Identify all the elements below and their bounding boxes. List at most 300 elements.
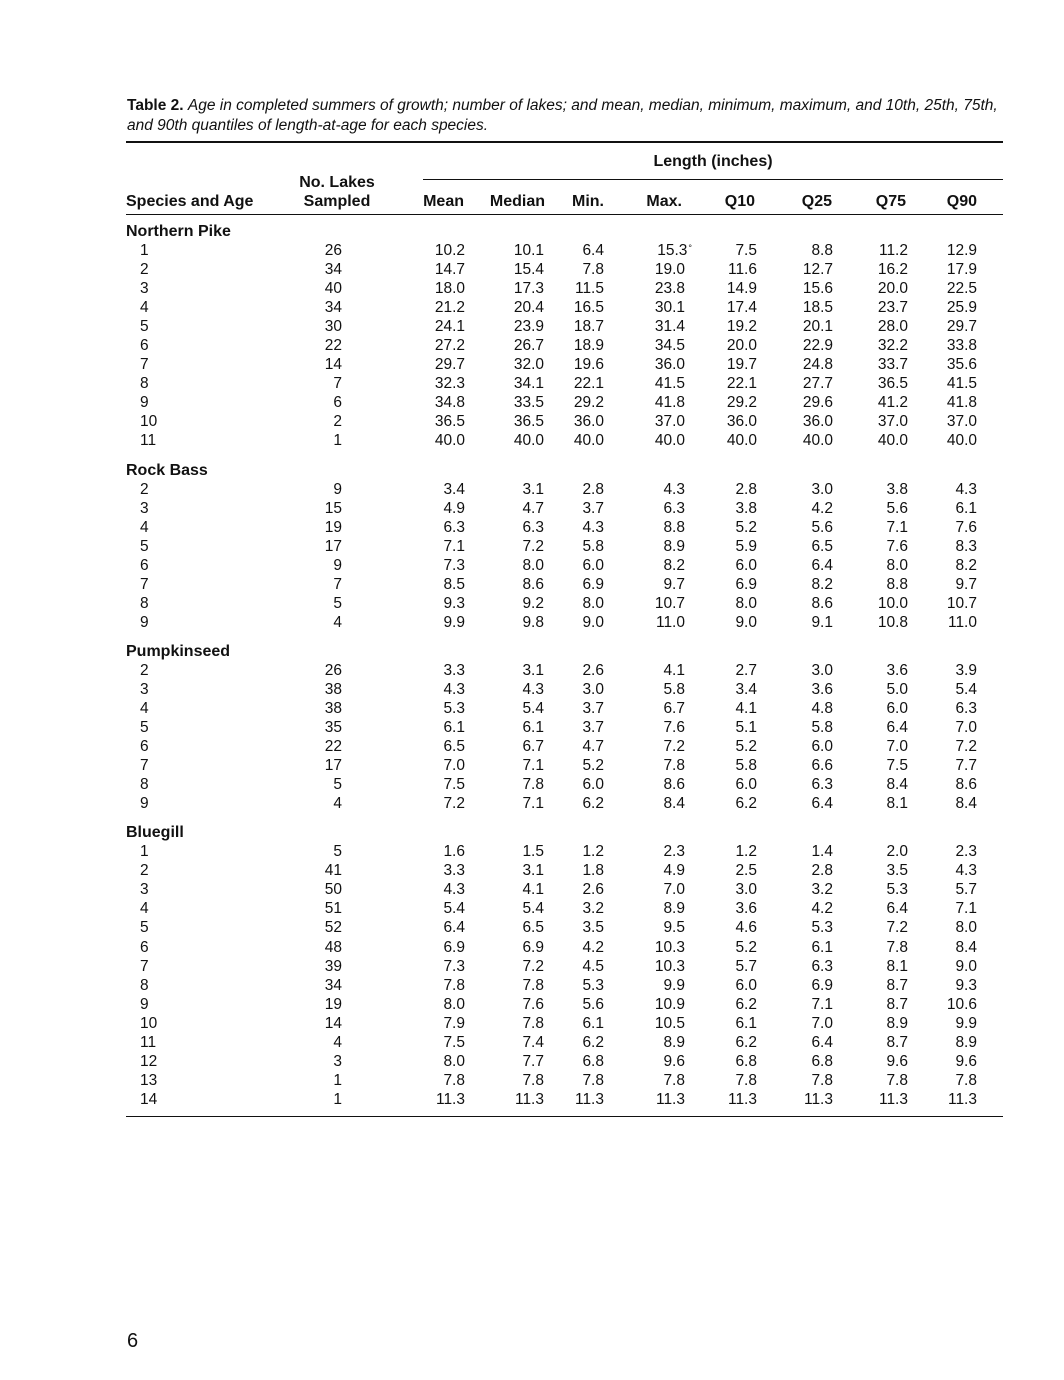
cell-mean bbox=[443, 1014, 465, 1033]
cell-value: 17.4 bbox=[726, 299, 757, 317]
cell-q25 bbox=[811, 1033, 833, 1052]
cell-value: 30.1 bbox=[654, 299, 685, 317]
table-row bbox=[126, 336, 1003, 355]
cell-value: 17.3 bbox=[513, 280, 544, 298]
cell-q75 bbox=[878, 260, 908, 279]
cell-value: 6.9 bbox=[735, 575, 757, 593]
cell-value: 31.4 bbox=[654, 318, 685, 336]
cell-q25 bbox=[811, 480, 833, 499]
cell-value: 18.0 bbox=[434, 280, 465, 298]
cell-q75 bbox=[886, 680, 908, 699]
cell-mean bbox=[443, 1071, 465, 1090]
cell-value: 14 bbox=[140, 1090, 158, 1108]
cell-value: 20.1 bbox=[802, 318, 833, 336]
cell-value: 6.0 bbox=[735, 556, 757, 574]
cell-min bbox=[582, 241, 604, 260]
cell-median bbox=[514, 355, 544, 374]
cell-value: 4.9 bbox=[443, 499, 465, 517]
cell-median bbox=[522, 995, 544, 1014]
cell-q10 bbox=[728, 260, 757, 279]
cell-value: 6.6 bbox=[811, 757, 833, 775]
cell-q75 bbox=[878, 412, 908, 431]
cell-q10 bbox=[735, 613, 757, 632]
cell-value: 8.0 bbox=[443, 1052, 465, 1070]
cell-value: 8.8 bbox=[886, 575, 908, 593]
cell-value: 25.9 bbox=[946, 299, 977, 317]
cell-mean bbox=[435, 241, 465, 260]
cell-value: 34.5 bbox=[654, 337, 685, 355]
cell-value: 5.8 bbox=[582, 537, 604, 555]
cell-value: 7.6 bbox=[663, 719, 685, 737]
cell-q75 bbox=[886, 575, 908, 594]
cell-value: 9.3 bbox=[443, 594, 465, 612]
cell-value: 5.6 bbox=[582, 995, 604, 1013]
cell-value: 2.3 bbox=[663, 843, 685, 861]
cell-value: 8.2 bbox=[955, 556, 977, 574]
cell-max bbox=[663, 880, 685, 899]
cell-mean bbox=[443, 995, 465, 1014]
cell-value: 4 bbox=[140, 299, 149, 317]
cell-mean bbox=[443, 518, 465, 537]
cell-value: 36.0 bbox=[573, 413, 604, 431]
cell-value: 4.3 bbox=[955, 480, 977, 498]
cell-value: 8.0 bbox=[582, 594, 604, 612]
cell-value: 6.8 bbox=[582, 1052, 604, 1070]
cell-value: 8.0 bbox=[955, 919, 977, 937]
cell-q25 bbox=[811, 613, 833, 632]
cell-median bbox=[522, 718, 544, 737]
cell-value: 40.0 bbox=[573, 432, 604, 450]
cell-value: 6.3 bbox=[663, 499, 685, 517]
cell-mean bbox=[443, 957, 465, 976]
cell-value: 36.5 bbox=[434, 413, 465, 431]
table-row bbox=[126, 680, 1003, 699]
cell-q25 bbox=[803, 279, 833, 298]
cell-mean bbox=[435, 336, 465, 355]
cell-mean bbox=[443, 613, 465, 632]
cell-q25 bbox=[811, 737, 833, 756]
cell-value: 6.4 bbox=[811, 556, 833, 574]
table-row bbox=[126, 575, 1003, 594]
cell-value: 1.2 bbox=[735, 843, 757, 861]
cell-lakes bbox=[333, 556, 342, 575]
cell-value: 21.2 bbox=[434, 299, 465, 317]
cell-value: 7.0 bbox=[811, 1014, 833, 1032]
cell-value: 4.9 bbox=[663, 862, 685, 880]
cell-value: 6.1 bbox=[811, 938, 833, 956]
cell-median bbox=[522, 699, 544, 718]
cell-q75 bbox=[878, 613, 908, 632]
cell-lakes bbox=[325, 699, 342, 718]
cell-min bbox=[582, 537, 604, 556]
cell-max bbox=[655, 995, 685, 1014]
cell-value: 9.0 bbox=[582, 613, 604, 631]
cell-value: 9.7 bbox=[955, 575, 977, 593]
species-heading: Rock Bass bbox=[126, 461, 208, 479]
cell-q75 bbox=[886, 899, 908, 918]
cell-value: 8.8 bbox=[811, 242, 833, 259]
cell-q25 bbox=[811, 575, 833, 594]
cell-value: 8.3 bbox=[955, 537, 977, 555]
cell-value: 11 bbox=[140, 432, 157, 450]
cell-lakes bbox=[325, 957, 342, 976]
cell-q10 bbox=[727, 431, 757, 450]
cell-q75 bbox=[886, 995, 908, 1014]
cell-value: 9.1 bbox=[811, 613, 833, 631]
cell-value: 34 bbox=[324, 261, 342, 279]
cell-value: 11.3 bbox=[435, 1090, 465, 1108]
cell-value: 41.5 bbox=[946, 375, 977, 393]
cell-lakes bbox=[325, 899, 342, 918]
cell-q75 bbox=[886, 1052, 908, 1071]
cell-value: 6.1 bbox=[735, 1014, 757, 1032]
cell-min bbox=[582, 880, 604, 899]
table-caption-text: Age in completed summers of growth; number of lakes; and mean, median, minimum, maximum, and 10th, 25th, 75th, and 90th quantiles of length-at-age for each species. bbox=[127, 97, 998, 134]
cell-value: 10.9 bbox=[654, 995, 685, 1013]
cell-value: 6.2 bbox=[582, 795, 604, 813]
cell-value: 5.3 bbox=[443, 699, 465, 717]
cell-value: 3.4 bbox=[735, 680, 757, 698]
cell-q25 bbox=[811, 938, 833, 957]
cell-value: 14 bbox=[324, 356, 342, 374]
table-row bbox=[126, 737, 1003, 756]
cell-value: 7.8 bbox=[582, 261, 604, 279]
cell-min bbox=[574, 393, 604, 412]
cell-mean bbox=[443, 899, 465, 918]
cell-value: 9.2 bbox=[522, 594, 544, 612]
cell-value: 6.3 bbox=[811, 957, 833, 975]
cell-min bbox=[582, 518, 604, 537]
cell-value: 5 bbox=[140, 537, 149, 555]
cell-value: 6.4 bbox=[582, 242, 604, 259]
cell-q10 bbox=[728, 1090, 757, 1109]
cell-value: 8.0 bbox=[735, 594, 757, 612]
cell-value: 40.0 bbox=[726, 432, 757, 450]
cell-value: 3.7 bbox=[582, 719, 604, 737]
cell-value: 27.2 bbox=[434, 337, 465, 355]
cell-value: 5 bbox=[333, 594, 342, 612]
cell-value: 10.6 bbox=[946, 995, 977, 1013]
cell-age bbox=[140, 794, 149, 813]
cell-median bbox=[522, 613, 544, 632]
cell-value: 1 bbox=[333, 432, 342, 450]
cell-value: 4 bbox=[140, 518, 149, 536]
cell-value: 5 bbox=[333, 843, 342, 861]
cell-median bbox=[522, 1071, 544, 1090]
cell-q10 bbox=[735, 575, 757, 594]
cell-age bbox=[140, 976, 149, 995]
cell-age bbox=[140, 842, 149, 861]
cell-value: 9 bbox=[140, 394, 149, 412]
cell-q10 bbox=[735, 995, 757, 1014]
cell-q90 bbox=[947, 374, 977, 393]
cell-value: 4.1 bbox=[735, 699, 757, 717]
cell-value: 4.1 bbox=[663, 661, 685, 679]
cell-q75 bbox=[878, 393, 908, 412]
cell-q75 bbox=[879, 241, 908, 260]
header-rule bbox=[126, 214, 1003, 215]
cell-median bbox=[514, 393, 544, 412]
cell-lakes bbox=[325, 880, 342, 899]
cell-value: 3.3 bbox=[443, 661, 465, 679]
cell-value: 5.4 bbox=[522, 900, 544, 918]
cell-value: 5 bbox=[333, 776, 342, 794]
cell-max bbox=[655, 260, 685, 279]
cell-q90 bbox=[955, 718, 977, 737]
cell-value: 11.2 bbox=[878, 242, 908, 259]
cell-mean bbox=[443, 794, 465, 813]
cell-max bbox=[663, 899, 685, 918]
cell-median bbox=[522, 918, 544, 937]
cell-lakes bbox=[325, 918, 342, 937]
cell-value: 41.5 bbox=[654, 375, 685, 393]
cell-max bbox=[655, 412, 685, 431]
cell-lakes bbox=[325, 976, 342, 995]
cell-q90 bbox=[955, 957, 977, 976]
table-bottom-rule bbox=[126, 1116, 1003, 1117]
cell-value: 8.5 bbox=[443, 575, 465, 593]
table-row bbox=[126, 1090, 1003, 1109]
cell-q90 bbox=[947, 355, 977, 374]
table-row bbox=[126, 1014, 1003, 1033]
cell-value: 4 bbox=[333, 1033, 342, 1051]
cell-min bbox=[582, 938, 604, 957]
cell-value: 14.7 bbox=[434, 261, 465, 279]
cell-q25 bbox=[811, 661, 833, 680]
cell-q10 bbox=[735, 661, 757, 680]
cell-q90 bbox=[955, 938, 977, 957]
cell-value: 8.2 bbox=[663, 556, 685, 574]
cell-max bbox=[663, 756, 685, 775]
cell-value: 7.9 bbox=[443, 1014, 465, 1032]
cell-mean bbox=[443, 594, 465, 613]
cell-q90 bbox=[955, 1033, 977, 1052]
cell-q25 bbox=[804, 1090, 833, 1109]
cell-value: 7.8 bbox=[735, 1071, 757, 1089]
cell-value: 7.8 bbox=[522, 1014, 544, 1032]
table-row bbox=[126, 957, 1003, 976]
cell-value: 4.8 bbox=[811, 699, 833, 717]
cell-value: 7 bbox=[333, 375, 342, 393]
cell-value: 2.8 bbox=[582, 480, 604, 498]
cell-age bbox=[140, 1090, 157, 1109]
cell-value: 5 bbox=[140, 719, 149, 737]
cell-value: 6 bbox=[140, 738, 149, 756]
table-row bbox=[126, 842, 1003, 861]
cell-lakes bbox=[333, 1052, 342, 1071]
cell-value: 4.2 bbox=[811, 499, 833, 517]
cell-q90 bbox=[955, 499, 977, 518]
cell-q90 bbox=[955, 480, 977, 499]
cell-value: 3 bbox=[140, 499, 149, 517]
cell-min bbox=[582, 480, 604, 499]
cell-age bbox=[140, 317, 149, 336]
table-top-rule bbox=[126, 141, 1003, 143]
cell-q25 bbox=[811, 718, 833, 737]
header-lakes-line2: Sampled bbox=[303, 193, 371, 210]
cell-value: 8.0 bbox=[443, 995, 465, 1013]
cell-value: 6.0 bbox=[811, 738, 833, 756]
cell-q25 bbox=[811, 537, 833, 556]
cell-value: 4.3 bbox=[522, 680, 544, 698]
table-row bbox=[126, 756, 1003, 775]
cell-value: 2 bbox=[333, 413, 342, 431]
cell-value: 4 bbox=[333, 613, 342, 631]
cell-value: 6.4 bbox=[886, 900, 908, 918]
cell-max bbox=[655, 355, 685, 374]
cell-q90 bbox=[955, 661, 977, 680]
cell-value: 7 bbox=[140, 575, 149, 593]
cell-mean bbox=[443, 575, 465, 594]
cell-value: 7.8 bbox=[663, 757, 685, 775]
cell-max bbox=[663, 556, 685, 575]
cell-mean bbox=[435, 279, 465, 298]
cell-max bbox=[655, 594, 685, 613]
cell-q10 bbox=[735, 699, 757, 718]
cell-lakes bbox=[325, 718, 342, 737]
cell-max bbox=[663, 775, 685, 794]
cell-value: 36.5 bbox=[513, 413, 544, 431]
cell-max bbox=[655, 298, 685, 317]
cell-q90 bbox=[947, 393, 977, 412]
cell-value: 11.3 bbox=[803, 1090, 833, 1108]
cell-q25 bbox=[811, 995, 833, 1014]
table-row bbox=[126, 241, 1003, 260]
cell-value: 8.1 bbox=[886, 795, 908, 813]
cell-q90 bbox=[947, 431, 977, 450]
cell-value: 5.6 bbox=[811, 518, 833, 536]
cell-median bbox=[522, 594, 544, 613]
cell-min bbox=[582, 756, 604, 775]
cell-value: 8.8 bbox=[663, 518, 685, 536]
cell-q75 bbox=[886, 918, 908, 937]
cell-q25 bbox=[811, 794, 833, 813]
header-lakes-sampled bbox=[298, 173, 376, 211]
cell-mean bbox=[435, 260, 465, 279]
cell-q90 bbox=[955, 575, 977, 594]
cell-value: 29.2 bbox=[726, 394, 757, 412]
cell-mean bbox=[435, 393, 465, 412]
cell-max bbox=[663, 1071, 685, 1090]
cell-q90 bbox=[955, 918, 977, 937]
cell-q75 bbox=[886, 1071, 908, 1090]
cell-min bbox=[582, 1052, 604, 1071]
cell-median bbox=[522, 880, 544, 899]
cell-age bbox=[140, 556, 149, 575]
cell-value: 20.4 bbox=[513, 299, 544, 317]
cell-q25 bbox=[803, 336, 833, 355]
table-row bbox=[126, 899, 1003, 918]
cell-value: 6.0 bbox=[582, 776, 604, 794]
cell-value: 7.8 bbox=[443, 1071, 465, 1089]
cell-q25 bbox=[811, 556, 833, 575]
cell-age bbox=[140, 336, 149, 355]
cell-age bbox=[140, 355, 149, 374]
cell-q25 bbox=[811, 1014, 833, 1033]
cell-value: 7.8 bbox=[811, 1071, 833, 1089]
cell-q75 bbox=[886, 537, 908, 556]
cell-max bbox=[655, 374, 685, 393]
cell-value: 15.3 bbox=[657, 242, 688, 259]
header-q25: Q25 bbox=[801, 193, 832, 210]
header-q10: Q10 bbox=[724, 193, 755, 210]
cell-max bbox=[657, 241, 692, 260]
cell-lakes bbox=[333, 431, 342, 450]
cell-value: 7 bbox=[140, 356, 149, 374]
cell-value: 9.0 bbox=[955, 957, 977, 975]
cell-value: 3.2 bbox=[582, 900, 604, 918]
cell-value: 37.0 bbox=[946, 413, 977, 431]
cell-age bbox=[140, 680, 149, 699]
table-row bbox=[126, 1071, 1003, 1090]
cell-value: 22.1 bbox=[573, 375, 604, 393]
cell-median bbox=[522, 1052, 544, 1071]
cell-value: 2 bbox=[140, 480, 149, 498]
cell-value: 6.3 bbox=[955, 699, 977, 717]
cell-value: 3.5 bbox=[582, 919, 604, 937]
cell-min bbox=[582, 976, 604, 995]
cell-q25 bbox=[803, 393, 833, 412]
cell-lakes bbox=[325, 938, 342, 957]
cell-age bbox=[140, 518, 149, 537]
cell-value: 1 bbox=[140, 843, 149, 861]
group-spacer bbox=[126, 813, 1003, 823]
cell-age bbox=[140, 861, 149, 880]
cell-age bbox=[140, 412, 157, 431]
cell-lakes bbox=[325, 737, 342, 756]
cell-q90 bbox=[955, 880, 977, 899]
cell-value: 4.5 bbox=[582, 957, 604, 975]
table-row bbox=[126, 1052, 1003, 1071]
cell-value: 29.7 bbox=[434, 356, 465, 374]
cell-value: 6 bbox=[333, 394, 342, 412]
cell-value: 22.5 bbox=[946, 280, 977, 298]
cell-value: 3.1 bbox=[522, 480, 544, 498]
table-row bbox=[126, 613, 1003, 632]
cell-q75 bbox=[878, 279, 908, 298]
cell-value: 3.2 bbox=[811, 881, 833, 899]
cell-max bbox=[663, 575, 685, 594]
cell-value: 6 bbox=[140, 337, 149, 355]
table-row bbox=[126, 317, 1003, 336]
cell-lakes bbox=[325, 518, 342, 537]
cell-median bbox=[514, 241, 544, 260]
cell-value: 23.9 bbox=[513, 318, 544, 336]
cell-q75 bbox=[886, 499, 908, 518]
cell-q90 bbox=[947, 594, 977, 613]
cell-age bbox=[140, 880, 149, 899]
cell-value: 10.7 bbox=[654, 594, 685, 612]
cell-mean bbox=[443, 556, 465, 575]
cell-q90 bbox=[947, 298, 977, 317]
cell-min bbox=[582, 842, 604, 861]
cell-value: 28.0 bbox=[877, 318, 908, 336]
cell-lakes bbox=[325, 317, 342, 336]
cell-value: 9 bbox=[140, 613, 149, 631]
cell-value: 2 bbox=[140, 661, 149, 679]
cell-value: 2.0 bbox=[886, 843, 908, 861]
cell-value: 7.2 bbox=[522, 957, 544, 975]
cell-lakes bbox=[333, 775, 342, 794]
cell-q75 bbox=[886, 957, 908, 976]
cell-value: 23.7 bbox=[877, 299, 908, 317]
cell-lakes bbox=[333, 1071, 342, 1090]
cell-q10 bbox=[727, 355, 757, 374]
cell-q10 bbox=[727, 279, 757, 298]
cell-mean bbox=[443, 880, 465, 899]
cell-value: 8.4 bbox=[663, 795, 685, 813]
cell-median bbox=[522, 518, 544, 537]
